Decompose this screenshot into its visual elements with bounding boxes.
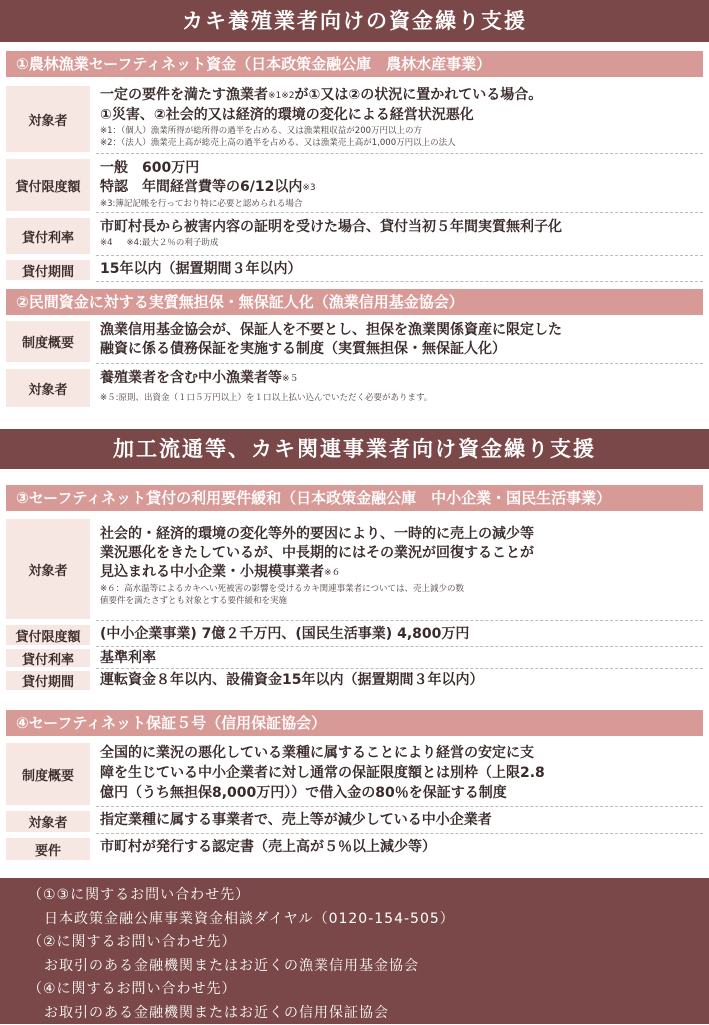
s4-requirement-line1: 市町村が発行する認定書（売上高が５％以上減少等） [100, 838, 699, 857]
section1-title: ①農林漁業セーフティネット資金（日本政策金融公庫 農林水産事業） [6, 51, 703, 77]
s4-overview-label: 制度概要 [6, 743, 90, 805]
s2-overview-line1: 漁業信用基金協会が、保証人を不要とし、担保を漁業関係資産に限定した [100, 321, 699, 340]
s1-row-period [6, 258, 703, 282]
s1-rate-line1: 市町村長から被害内容の証明を受けた場合、貸付当初５年間実質無利子化 [100, 218, 699, 237]
contact-box [0, 878, 709, 1024]
s3-limit-label: 貸付限度額 [6, 625, 90, 645]
s1-rate-content [96, 216, 703, 256]
header-related-businesses: 加工流通等、カキ関連事業者向け資金繰り支援 [0, 429, 709, 469]
contact-heading-1: （①③に関するお問い合わせ先） [28, 884, 709, 908]
s2-overview-label: 制度概要 [6, 321, 90, 362]
s1-footnote1: ※1：（個人）漁業所得が総所得の過半を占める、又は漁業粗収益が200万円以上の方 [100, 125, 699, 137]
s3-footnote6b: 値要件を満たさずとも対象とする要件緩和を実施 [100, 595, 699, 607]
section3-title: ③セーフティネット貸付の利用要件緩和（日本政策金融公庫 中小企業・国民生活事業） [6, 485, 703, 511]
s4-requirement-content [96, 836, 703, 862]
s4-row-requirement [6, 836, 703, 862]
header-oyster-farmers: カキ養殖業者向けの資金繰り支援 [0, 0, 709, 42]
s4-requirement-label: 要件 [6, 838, 90, 860]
s3-rate-line1: 基準利率 [100, 649, 699, 668]
s2-target-label: 対象者 [6, 369, 90, 407]
s2-row-overview [6, 319, 703, 364]
s4-target-label: 対象者 [6, 811, 90, 832]
s3-target-line1: 社会的・経済的環境の変化等外的要因により、一時的に売上の減少等 [100, 525, 699, 544]
s1-limit-content [96, 157, 703, 213]
s1-footnote3: ※3:簿記記帳を行っており特に必要と認められる場合 [100, 198, 699, 210]
contact-heading-3: （④に関するお問い合わせ先） [28, 978, 709, 1002]
s1-row-rate [6, 216, 703, 256]
contact-text-1: 日本政策金融公庫事業資金相談ダイヤル（0120-154-505） [28, 908, 709, 932]
s3-limit-line1: (中小企業事業) 7億２千万円、(国民生活事業) 4,800万円 [100, 625, 699, 644]
s3-target-line3: 見込まれる中小企業・小規模事業者※６ [100, 563, 699, 583]
s1-target-line2: ①災害、②社会的又は経済的環境の変化による経営状況悪化 [100, 106, 699, 125]
s3-target-line2: 業況悪化をきたしているが、中長期的にはその業況が回復することが [100, 544, 699, 563]
s1-limit-line2: 特認 年間経営費等の6/12以内※3 [100, 178, 699, 198]
s2-overview-line2: 融資に係る債務保証を実施する制度（実質無担保・無保証人化） [100, 340, 699, 359]
contact-text-2: お取引のある金融機関またはお近くの漁業信用基金協会 [28, 955, 709, 979]
s2-overview-content [96, 319, 703, 364]
s3-row-period [6, 669, 703, 692]
s1-target-line1: 一定の要件を満たす漁業者※1※2が①又は②の状況に置かれている場合。 [100, 86, 699, 106]
s3-period-label: 貸付期間 [6, 671, 90, 690]
s3-rate-label: 貸付利率 [6, 649, 90, 667]
s1-limit-label: 貸付限度額 [6, 159, 90, 211]
s3-footnote6a: ※６：高水温等によるカキへい死被害の影響を受けるカキ関連事業者については、売上減少の数 [100, 583, 699, 595]
s2-footnote5: ※５:原則、出資金（１口５万円以上）を１口以上払い込んでいただく必要があります。 [100, 392, 699, 404]
s4-overview-line3: 億円（うち無担保8,000万円））で借入金の80％を保証する制度 [100, 783, 699, 803]
s1-period-line1: 15年以内（据置期間３年以内） [100, 260, 699, 279]
s4-target-content [96, 809, 703, 834]
s3-period-content [96, 669, 703, 692]
s3-row-target [6, 517, 703, 621]
s4-row-overview [6, 741, 703, 807]
s1-footnote2: ※2：（法人）漁業売上高が総売上高の過半を占める、又は漁業売上高が1,000万円以上の法人 [100, 137, 699, 149]
s3-rate-content [96, 647, 703, 669]
s4-target-line1: 指定業種に属する事業者で、売上等が減少している中小企業者 [100, 811, 699, 830]
s1-footnote4: ※4 ※4:最大２％の利子助成 [100, 237, 699, 249]
s1-target-content [96, 84, 703, 154]
s2-target-content [96, 367, 703, 409]
s1-period-label: 貸付期間 [6, 260, 90, 280]
s4-overview-line2: 障を生じている中小企業者に対し通常の保証限度額とは別枠（上限2.8 [100, 763, 699, 783]
s4-overview-line1: 全国的に業況の悪化している業種に属することにより経営の安定に支 [100, 743, 699, 763]
s1-limit-line1: 一般 600万円 [100, 159, 699, 178]
s1-row-target [6, 84, 703, 154]
s3-limit-content [96, 623, 703, 647]
s3-row-rate [6, 647, 703, 669]
section4-title: ④セーフティネット保証５号（信用保証協会） [6, 710, 703, 736]
s4-overview-content [96, 741, 703, 807]
s2-row-target [6, 367, 703, 409]
contact-heading-2: （②に関するお問い合わせ先） [28, 931, 709, 955]
s1-row-limit [6, 157, 703, 213]
s1-rate-label: 貸付利率 [6, 218, 90, 254]
s3-target-label: 対象者 [6, 519, 90, 619]
s3-row-limit [6, 623, 703, 647]
s3-target-content [96, 517, 703, 621]
s1-period-content [96, 258, 703, 282]
s4-row-target [6, 809, 703, 834]
contact-text-3: お取引のある金融機関またはお近くの信用保証協会 [28, 1002, 709, 1025]
s2-target-line1: 養殖業者を含む中小漁業者等※５ [100, 369, 699, 389]
s1-target-label: 対象者 [6, 86, 90, 152]
section2-title: ②民間資金に対する実質無担保・無保証人化（漁業信用基金協会） [6, 289, 703, 315]
s3-period-line1: 運転資金８年以内、設備資金15年以内（据置期間３年以内） [100, 671, 699, 690]
